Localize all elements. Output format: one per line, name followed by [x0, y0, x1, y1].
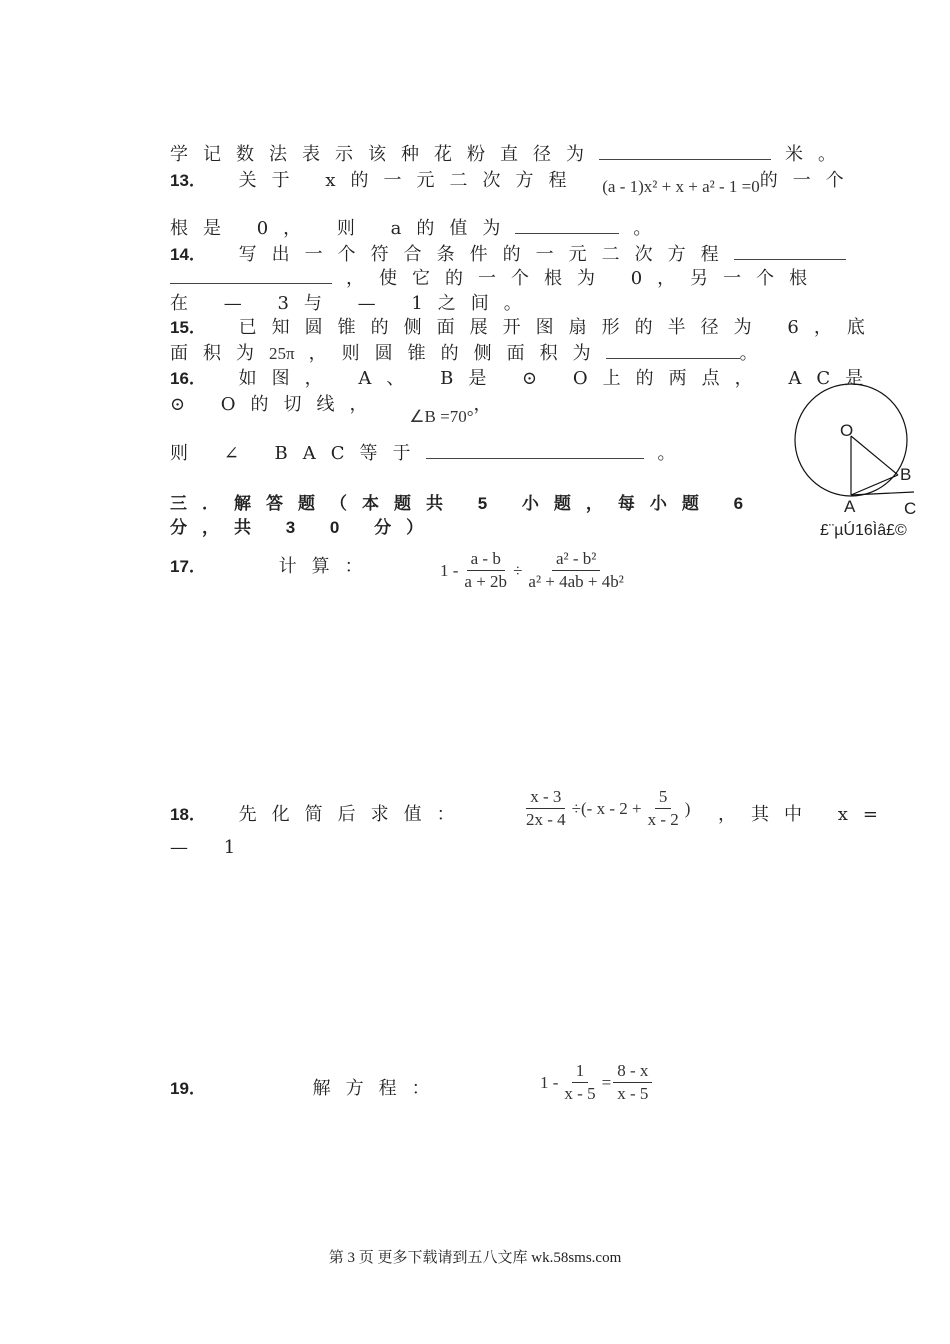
q16-text-3: 则 ∠ BAC等于 [170, 443, 426, 464]
question-13 [170, 166, 859, 196]
radius-ob [851, 436, 898, 475]
q19-fraction-1 [560, 1060, 599, 1105]
q18-close-paren: ) [684, 798, 691, 818]
q15-text-2: 面积为 [170, 343, 269, 364]
question-16 [170, 364, 878, 390]
q17-lead: 1 - [440, 560, 459, 580]
question-number: 13． [170, 171, 206, 190]
question-14-line-2 [170, 264, 822, 290]
equals-sign: = [601, 1072, 612, 1092]
q17-fraction-1 [460, 548, 511, 593]
q18-condition-line-2: — 1 [170, 837, 251, 858]
q18-condition: ，其中 x= [718, 804, 893, 825]
q16-angle: ∠B =70° [409, 407, 474, 426]
q15-value: 25π [269, 344, 295, 363]
label-a: A [844, 497, 856, 516]
q19-fraction-2 [613, 1060, 652, 1105]
denominator: x - 2 [647, 810, 679, 829]
label-c: C [904, 499, 917, 518]
question-16-line-2 [170, 390, 507, 426]
denominator: x - 5 [564, 1084, 596, 1103]
q18-fraction-1 [522, 786, 570, 831]
q15-text: 已知圆锥的侧面展开图扇形的半径为 6，底 [238, 317, 880, 338]
question-number: 15． [170, 318, 206, 337]
denominator: x - 5 [617, 1084, 649, 1103]
question-14 [170, 240, 846, 266]
label-o: O [840, 421, 854, 440]
denominator: a² + 4ab + 4b² [528, 572, 624, 591]
q13-text-3: 根是 0， 则 a的值为 [170, 218, 516, 239]
q17-label: 计算： [278, 556, 378, 577]
q13-equation: (a - 1)x² + x + a² - 1 =0 [602, 177, 760, 196]
q14-text: 写出一个符合条件的一元二次方程 [238, 244, 734, 265]
q15-text-3: ，则圆锥的侧面积为 [308, 343, 606, 364]
q17-fraction-2 [524, 548, 627, 593]
q18-middle: ÷(- x - 2 + [571, 798, 642, 818]
question-15-line-2 [170, 339, 773, 365]
answer-blank [426, 440, 644, 459]
q17-expression [440, 548, 630, 593]
numerator: 1 [572, 1060, 589, 1083]
section-3-heading: 三．解答题（本题共 5 小题，每小题 6 [170, 494, 759, 513]
answer-blank [515, 215, 619, 234]
numerator: 5 [655, 786, 672, 809]
numerator: 8 - x [613, 1060, 652, 1083]
q18-fraction-2 [644, 786, 683, 831]
numerator: a² - b² [552, 548, 600, 571]
q13-text-2: 的一个 [759, 170, 859, 191]
q12-continuation [170, 140, 851, 166]
question-19 [170, 1074, 445, 1100]
q19-expression [540, 1060, 654, 1105]
q19-lead: 1 - [540, 1072, 559, 1092]
q16-comma: ， [473, 394, 507, 415]
q14-text-3: 在 — 3与 — 1之间。 [170, 293, 537, 314]
q18-label: 先化简后求值： [238, 804, 470, 825]
q14-text-2: ，使它的一个根为 0，另一个根 [346, 268, 823, 289]
q13-text: 关于 x的一元二次方程 [238, 170, 582, 191]
denominator: 2x - 4 [526, 810, 566, 829]
section-3-heading-line-2: 分，共 3 0 分） [170, 518, 439, 537]
divide-sign: ÷ [513, 560, 523, 580]
q16-text-2: ⊙ O的切线， [170, 394, 383, 415]
question-number: 16． [170, 369, 206, 388]
question-17 [170, 552, 378, 578]
q18-expression [520, 786, 690, 831]
tangent-ac [851, 492, 914, 495]
q12-unit: 米。 [785, 144, 851, 165]
chord-ab [851, 475, 898, 495]
page-footer: 第 3 页 更多下载请到五八文库 wk.58sms.com [328, 1250, 622, 1266]
question-16-line-3 [170, 439, 691, 465]
question-15 [170, 313, 880, 339]
answer-blank [170, 265, 332, 284]
q19-label: 解方程： [312, 1078, 445, 1099]
question-number: 18． [170, 805, 206, 824]
numerator: a - b [467, 548, 505, 571]
q16-end: 。 [657, 443, 691, 464]
label-b: B [900, 465, 912, 484]
question-number: 14． [170, 245, 206, 264]
denominator: a + 2b [464, 572, 508, 591]
q15-end: 。 [739, 343, 773, 364]
question-14-line-3 [170, 289, 537, 315]
question-number: 19． [170, 1079, 206, 1098]
question-13-line-2 [170, 214, 666, 240]
question-number: 17． [170, 557, 206, 576]
answer-blank [606, 340, 740, 359]
answer-blank [734, 241, 846, 260]
q13-end: 。 [633, 218, 667, 239]
answer-blank [599, 141, 771, 160]
question-18 [170, 800, 470, 826]
q12-text: 学记数法表示该种花粉直径为 [170, 144, 599, 165]
figure-caption: £¨µÚ16Ìâ£© [820, 522, 907, 539]
numerator: x - 3 [526, 786, 565, 809]
q16-text: 如图， A、 B是 ⊙ O上的两点， AC是 [238, 368, 879, 389]
circle-tangent-figure [780, 380, 940, 540]
